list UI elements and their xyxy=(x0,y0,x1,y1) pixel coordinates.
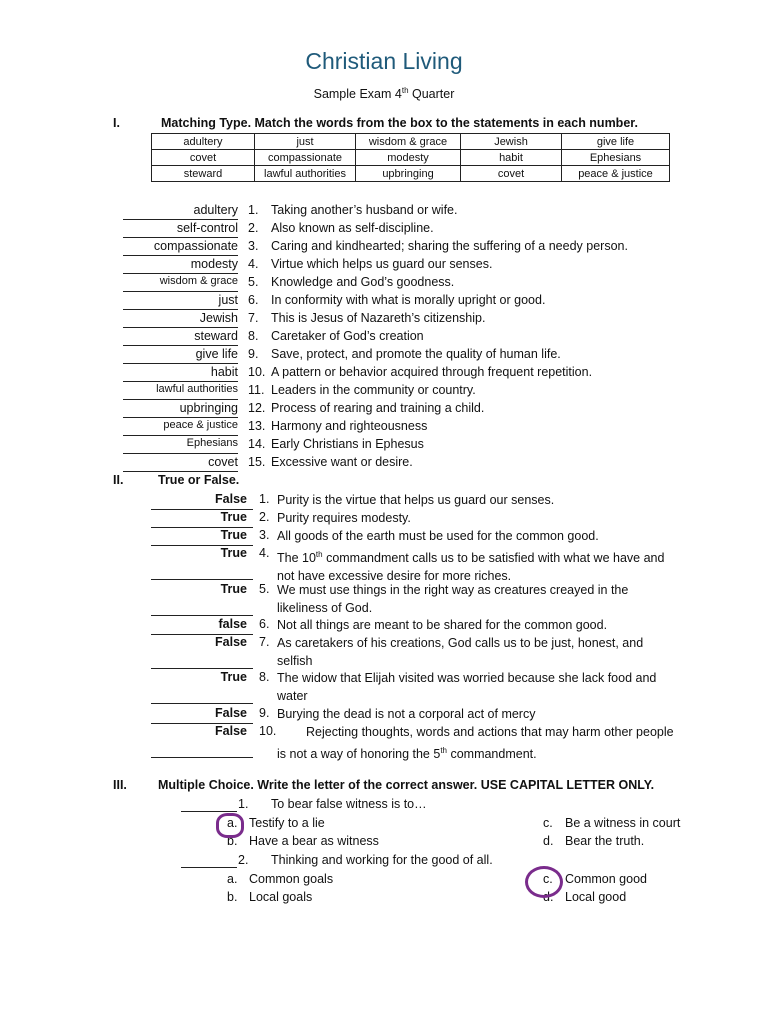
answer-field[interactable]: True xyxy=(220,670,247,684)
mc-answer-blank[interactable] xyxy=(181,853,237,868)
answer-field[interactable]: True xyxy=(220,582,247,596)
matching-item xyxy=(0,365,768,383)
answer-circle-mark xyxy=(525,866,563,898)
word-box-cell: lawful authorities xyxy=(255,166,356,182)
item-number: 2. xyxy=(259,510,270,524)
choice-letter-a: a. xyxy=(227,816,238,830)
answer-field[interactable]: covet xyxy=(123,455,238,472)
item-statement xyxy=(277,724,677,763)
item-number: 9. xyxy=(259,706,270,720)
word-box-cell: Jewish xyxy=(461,134,562,150)
word-box-cell: covet xyxy=(461,166,562,182)
item-number: 2. xyxy=(248,221,259,235)
item-number: 3. xyxy=(248,239,259,253)
answer-field[interactable]: wisdom & grace xyxy=(123,275,238,292)
matching-item xyxy=(0,401,768,419)
answer-field[interactable]: True xyxy=(220,528,247,542)
choice-text-b[interactable]: Have a bear as witness xyxy=(249,834,379,848)
item-number: 15. xyxy=(248,455,266,469)
item-statement: Taking another’s husband or wife. xyxy=(271,203,458,217)
answer-circle-mark xyxy=(216,813,244,838)
choice-text-c[interactable]: Common good xyxy=(565,872,647,886)
word-box-cell: peace & justice xyxy=(562,166,670,182)
answer-field[interactable]: steward xyxy=(123,329,238,346)
item-number: 10. xyxy=(248,365,266,379)
subtitle-sup: th xyxy=(401,86,409,95)
item-number: 10. xyxy=(259,724,277,738)
item-statement: Save, protect, and promote the quality of human life. xyxy=(271,347,561,361)
answer-line xyxy=(151,703,253,704)
item-number: 13. xyxy=(248,419,266,433)
statement-text-post: commandment calls us to be satisfied with what we have and not have excessive desire for more riches. xyxy=(277,551,665,583)
matching-item xyxy=(0,455,768,473)
item-number: 7. xyxy=(259,635,270,649)
word-box-cell: habit xyxy=(461,150,562,166)
item-statement: Virtue which helps us guard our senses. xyxy=(271,257,493,271)
statement-text: Rejecting thoughts, words and actions that may harm other people is not a way of honoring the 5 xyxy=(277,725,674,761)
item-number: 5. xyxy=(248,275,259,289)
item-statement: Caretaker of God’s creation xyxy=(271,329,424,343)
item-number: 4. xyxy=(259,546,270,560)
item-number: 6. xyxy=(259,617,270,631)
answer-field[interactable]: Ephesians xyxy=(123,437,238,454)
word-box-cell: Ephesians xyxy=(562,150,670,166)
subtitle-text: Sample Exam 4 xyxy=(313,87,402,102)
item-statement: Process of rearing and training a child. xyxy=(271,401,485,415)
item-number: 5. xyxy=(259,582,270,596)
matching-item xyxy=(0,437,768,455)
choice-letter-a: a. xyxy=(227,872,238,886)
statement-sup: th xyxy=(315,550,323,559)
matching-item xyxy=(0,383,768,401)
item-number: 14. xyxy=(248,437,266,451)
word-box-cell: give life xyxy=(562,134,670,150)
item-number: 9. xyxy=(248,347,259,361)
choice-text-a[interactable]: Testify to a lie xyxy=(249,816,325,830)
item-statement: Burying the dead is not a corporal act of mercy xyxy=(277,707,536,721)
matching-item xyxy=(0,275,768,293)
item-statement: All goods of the earth must be used for the common good. xyxy=(277,529,599,543)
word-box-cell: adultery xyxy=(152,134,255,150)
choice-text-d[interactable]: Bear the truth. xyxy=(565,834,645,848)
statement-text-post: commandment. xyxy=(446,746,537,761)
item-statement: Purity is the virtue that helps us guard our senses. xyxy=(277,493,555,507)
answer-field[interactable]: False xyxy=(215,492,247,506)
item-number: 7. xyxy=(248,311,259,325)
matching-item xyxy=(0,203,768,221)
item-statement: The widow that Elijah visited was worried because she lack food and water xyxy=(277,671,657,703)
exam-subtitle xyxy=(0,86,768,101)
choice-letter-d: d. xyxy=(543,890,554,904)
item-statement: Knowledge and God’s goodness. xyxy=(271,275,455,289)
item-number: 11. xyxy=(248,383,265,397)
exam-title: Christian Living xyxy=(305,48,463,74)
item-statement xyxy=(277,546,677,585)
word-box-cell: compassionate xyxy=(255,150,356,166)
answer-field[interactable]: adultery xyxy=(123,203,238,220)
word-box-cell: covet xyxy=(152,150,255,166)
section-2-number: II. xyxy=(113,473,124,487)
item-statement: Leaders in the community or country. xyxy=(271,383,476,397)
choice-letter-c: c. xyxy=(543,872,553,886)
choice-text-a[interactable]: Common goals xyxy=(249,872,334,886)
answer-field[interactable]: compassionate xyxy=(123,239,238,256)
item-number: 4. xyxy=(248,257,259,271)
word-box-cell: modesty xyxy=(356,150,461,166)
item-number: 8. xyxy=(248,329,259,343)
matching-item xyxy=(0,347,768,365)
word-box-cell: steward xyxy=(152,166,255,182)
item-number: 3. xyxy=(259,528,270,542)
matching-item xyxy=(0,257,768,275)
answer-line xyxy=(151,615,253,616)
item-statement: Also known as self-discipline. xyxy=(271,221,434,235)
choice-text-c[interactable]: Be a witness in court xyxy=(565,816,681,830)
statement-text: The 10 xyxy=(277,551,316,566)
item-statement: Caring and kindhearted; sharing the suffering of a needy person. xyxy=(271,239,628,253)
item-statement: In conformity with what is morally upright or good. xyxy=(271,293,546,307)
item-number: 8. xyxy=(259,670,270,684)
answer-field[interactable]: upbringing xyxy=(123,401,238,418)
answer-field[interactable]: False xyxy=(215,724,247,738)
item-number: 6. xyxy=(248,293,259,307)
answer-field[interactable]: habit xyxy=(123,365,238,382)
item-number: 12. xyxy=(248,401,266,415)
item-statement: Harmony and righteousness xyxy=(271,419,428,433)
matching-item xyxy=(0,293,768,311)
answer-field[interactable]: lawful authorities xyxy=(123,383,238,400)
item-statement: Not all things are meant to be shared for the common good. xyxy=(277,618,608,632)
section-1-title: Matching Type. Match the words from the box to the statements in each number. xyxy=(161,116,638,130)
item-statement: As caretakers of his creations, God calls us to be just, honest, and selfish xyxy=(277,636,644,668)
answer-line xyxy=(151,579,253,580)
item-statement: We must use things in the right way as creatures creayed in the likeliness of God. xyxy=(277,583,629,615)
answer-field[interactable]: just xyxy=(123,293,238,310)
section-2-title: True or False. xyxy=(158,473,240,487)
answer-field[interactable]: True xyxy=(220,510,247,524)
section-3-title: Multiple Choice. Write the letter of the correct answer. USE CAPITAL LETTER ONLY. xyxy=(158,778,655,792)
mc-question-number: 1. xyxy=(238,797,249,811)
matching-item xyxy=(0,221,768,239)
matching-item xyxy=(0,419,768,437)
answer-field[interactable]: false xyxy=(218,617,247,631)
item-statement: Early Christians in Ephesus xyxy=(271,437,424,451)
word-box xyxy=(151,133,670,182)
word-box-cell: just xyxy=(255,134,356,150)
answer-line xyxy=(151,668,253,669)
word-box-cell: wisdom & grace xyxy=(356,134,461,150)
item-statement: This is Jesus of Nazareth’s citizenship. xyxy=(271,311,486,325)
choice-text-b[interactable]: Local goals xyxy=(249,890,313,904)
item-statement: Purity requires modesty. xyxy=(277,511,411,525)
answer-field[interactable]: self-control xyxy=(123,221,238,238)
answer-field[interactable]: peace & justice xyxy=(123,419,238,436)
answer-line xyxy=(151,757,253,758)
word-box-cell: upbringing xyxy=(356,166,461,182)
mc-question-number: 2. xyxy=(238,853,249,867)
answer-field[interactable]: Jewish xyxy=(123,311,238,328)
mc-question-text: Thinking and working for the good of all. xyxy=(271,853,493,867)
choice-letter-c: c. xyxy=(543,816,553,830)
section-3-number: III. xyxy=(113,778,127,792)
answer-field[interactable]: modesty xyxy=(123,257,238,274)
choice-letter-d: d. xyxy=(543,834,554,848)
statement-sup: th xyxy=(440,745,447,755)
item-number: 1. xyxy=(248,203,259,217)
mc-question-text: To bear false witness is to… xyxy=(271,797,427,811)
mc-answer-blank[interactable] xyxy=(181,797,237,812)
answer-field[interactable]: False xyxy=(215,706,247,720)
choice-letter-b: b. xyxy=(227,890,238,904)
answer-field[interactable]: False xyxy=(215,635,247,649)
item-statement: Excessive want or desire. xyxy=(271,455,413,469)
matching-item xyxy=(0,239,768,257)
section-1-number: I. xyxy=(113,116,120,130)
choice-letter-b: b. xyxy=(227,834,238,848)
matching-item xyxy=(0,311,768,329)
item-statement: A pattern or behavior acquired through frequent repetition. xyxy=(271,365,593,379)
matching-item xyxy=(0,329,768,347)
choice-text-d[interactable]: Local good xyxy=(565,890,627,904)
answer-field[interactable]: give life xyxy=(123,347,238,364)
subtitle-text-post: Quarter xyxy=(408,87,455,102)
item-number: 1. xyxy=(259,492,270,506)
answer-field[interactable]: True xyxy=(220,546,247,560)
